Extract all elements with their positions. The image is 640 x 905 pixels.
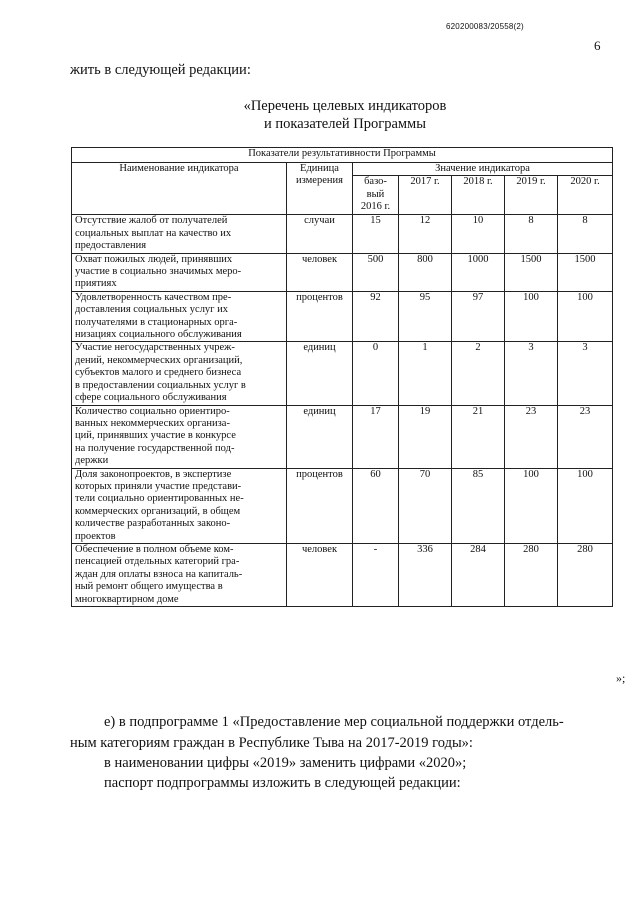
- unit-cell: процентов: [287, 468, 353, 543]
- value-cell: 23: [505, 405, 558, 468]
- indicator-name-line: Охват пожилых людей, принявших: [75, 253, 233, 265]
- value-cell: 19: [399, 405, 452, 468]
- indicator-name-line: пенсацией отдельных категорий гра-: [75, 556, 240, 568]
- title-line-1: «Перечень целевых индикаторов: [243, 98, 447, 114]
- indicator-name-cell: [72, 215, 287, 253]
- value-cell: 1500: [558, 253, 613, 291]
- value-cell: 0: [353, 342, 399, 405]
- indicator-name-line: которых приняли участие представи-: [75, 480, 242, 492]
- value-cell: 100: [505, 468, 558, 543]
- indicators-table: [71, 147, 613, 607]
- indicator-name-line: предоставления: [75, 240, 147, 252]
- table-row: [72, 215, 613, 253]
- indicator-name-line: проектов: [75, 530, 116, 542]
- value-cell: 60: [353, 468, 399, 543]
- value-cell: 500: [353, 253, 399, 291]
- paragraph-passport: паспорт подпрограммы изложить в следующей редакции:: [104, 775, 461, 791]
- value-cell: 70: [399, 468, 452, 543]
- paragraph-e-line-1: е) в подпрограмме 1 «Предоставление мер социальной поддержки отдель-: [104, 714, 564, 730]
- value-cell: 284: [452, 543, 505, 606]
- unit-cell: случаи: [287, 215, 353, 253]
- paragraph-e-line-2: ным категориям граждан в Республике Тыва на 2017-2019 годы»:: [70, 735, 473, 751]
- value-cell: 15: [353, 215, 399, 253]
- table-group-header: Показатели результативности Программы: [72, 148, 613, 163]
- value-cell: 800: [399, 253, 452, 291]
- value-cell: 10: [452, 215, 505, 253]
- indicator-name-line: в предоставлении социальных услуг в: [75, 379, 246, 391]
- indicator-name-line: Количество социально ориентиро-: [75, 405, 230, 417]
- value-cell: 85: [452, 468, 505, 543]
- column-header-unit: [287, 163, 353, 215]
- value-cell: 100: [505, 291, 558, 342]
- table-row: [72, 291, 613, 342]
- value-cell: 95: [399, 291, 452, 342]
- value-cell: -: [353, 543, 399, 606]
- unit-cell: единиц: [287, 342, 353, 405]
- indicator-name-cell: [72, 468, 287, 543]
- value-cell: 17: [353, 405, 399, 468]
- indicator-name-line: держки: [75, 455, 109, 467]
- paragraph-rename: в наименовании цифры «2019» заменить цифрами «2020»;: [104, 755, 467, 771]
- value-cell: 23: [558, 405, 613, 468]
- column-header-2018: 2018 г.: [452, 176, 505, 215]
- value-cell: 8: [558, 215, 613, 253]
- indicator-name-cell: [72, 291, 287, 342]
- indicator-name-line: низациях социального обслуживания: [75, 329, 242, 341]
- closing-quote: »;: [616, 671, 626, 685]
- value-cell: 1: [399, 342, 452, 405]
- indicator-name-line: на получение государственной под-: [75, 442, 235, 454]
- value-cell: 100: [558, 468, 613, 543]
- unit-header-line-2: измерения: [296, 175, 343, 187]
- indicator-name-line: ный ремонт общего имущества в: [75, 581, 223, 593]
- column-header-base: [353, 176, 399, 215]
- unit-cell: процентов: [287, 291, 353, 342]
- value-cell: 2: [452, 342, 505, 405]
- document-id: 620200083/20558(2): [446, 22, 524, 31]
- column-header-2019: 2019 г.: [505, 176, 558, 215]
- base-header-line-3: 2016 г.: [360, 201, 391, 213]
- value-cell: 1000: [452, 253, 505, 291]
- indicator-name-cell: [72, 253, 287, 291]
- base-header-line-2: вый: [366, 188, 385, 200]
- value-cell: 8: [505, 215, 558, 253]
- indicator-name-line: приятиях: [75, 278, 117, 290]
- table-row: [72, 543, 613, 606]
- indicator-name-line: сфере социального обслуживания: [75, 392, 227, 404]
- indicator-name-line: участие в социально значимых меро-: [75, 266, 242, 278]
- base-header-line-1: базо-: [364, 176, 387, 188]
- indicator-name-cell: [72, 543, 287, 606]
- value-cell: 280: [558, 543, 613, 606]
- indicator-name-line: дений, некоммерческих организаций,: [75, 354, 243, 366]
- indicator-name-line: многоквартирном доме: [75, 593, 179, 605]
- value-cell: 100: [558, 291, 613, 342]
- indicator-name-line: социальных выплат на качество их: [75, 227, 232, 239]
- indicator-name-line: тели социально ориентированных не-: [75, 493, 244, 505]
- value-cell: 1500: [505, 253, 558, 291]
- table-row: [72, 468, 613, 543]
- title-line-2: и показателей Программы: [264, 116, 426, 132]
- indicator-name-line: коммерческих организаций, в общем: [75, 505, 241, 517]
- indicator-name-line: Доля законопроектов, в экспертизе: [75, 468, 232, 480]
- column-header-name: Наименование индикатора: [72, 163, 287, 215]
- intro-text: жить в следующей редакции:: [70, 62, 251, 78]
- value-cell: 280: [505, 543, 558, 606]
- unit-cell: человек: [287, 253, 353, 291]
- indicator-name-line: субъектов малого и среднего бизнеса: [75, 367, 242, 379]
- indicator-name-line: доставления социальных услуг их: [75, 304, 228, 316]
- indicator-name-line: Отсутствие жалоб от получателей: [75, 215, 228, 227]
- column-header-2017: 2017 г.: [399, 176, 452, 215]
- value-cell: 336: [399, 543, 452, 606]
- value-cell: 12: [399, 215, 452, 253]
- value-cell: 97: [452, 291, 505, 342]
- page-number: 6: [594, 38, 601, 53]
- unit-header-line-1: Единица: [300, 163, 339, 174]
- value-cell: 3: [558, 342, 613, 405]
- indicator-name-line: ций, принявших участие в конкурсе: [75, 430, 236, 442]
- indicator-name-line: получателями в стационарных орга-: [75, 316, 238, 328]
- value-cell: 3: [505, 342, 558, 405]
- indicator-name-line: ждан для оплаты взноса на капиталь-: [75, 568, 243, 580]
- column-header-2020: 2020 г.: [558, 176, 613, 215]
- indicator-name-line: Обеспечение в полном объеме ком-: [75, 543, 234, 555]
- indicator-name-line: Участие негосударственных учреж-: [75, 342, 235, 354]
- page-title: [150, 97, 540, 133]
- value-cell: 21: [452, 405, 505, 468]
- table-body: [72, 215, 613, 607]
- unit-cell: единиц: [287, 405, 353, 468]
- column-header-values: Значение индикатора: [353, 163, 613, 176]
- indicator-name-cell: [72, 405, 287, 468]
- table-row: [72, 342, 613, 405]
- indicator-name-cell: [72, 342, 287, 405]
- table-row: [72, 253, 613, 291]
- value-cell: 92: [353, 291, 399, 342]
- unit-cell: человек: [287, 543, 353, 606]
- indicator-name-line: Удовлетворенность качеством пре-: [75, 291, 232, 303]
- table-row: [72, 405, 613, 468]
- indicator-name-line: ванных некоммерческих организа-: [75, 417, 230, 429]
- indicator-name-line: количестве разработанных законо-: [75, 518, 231, 530]
